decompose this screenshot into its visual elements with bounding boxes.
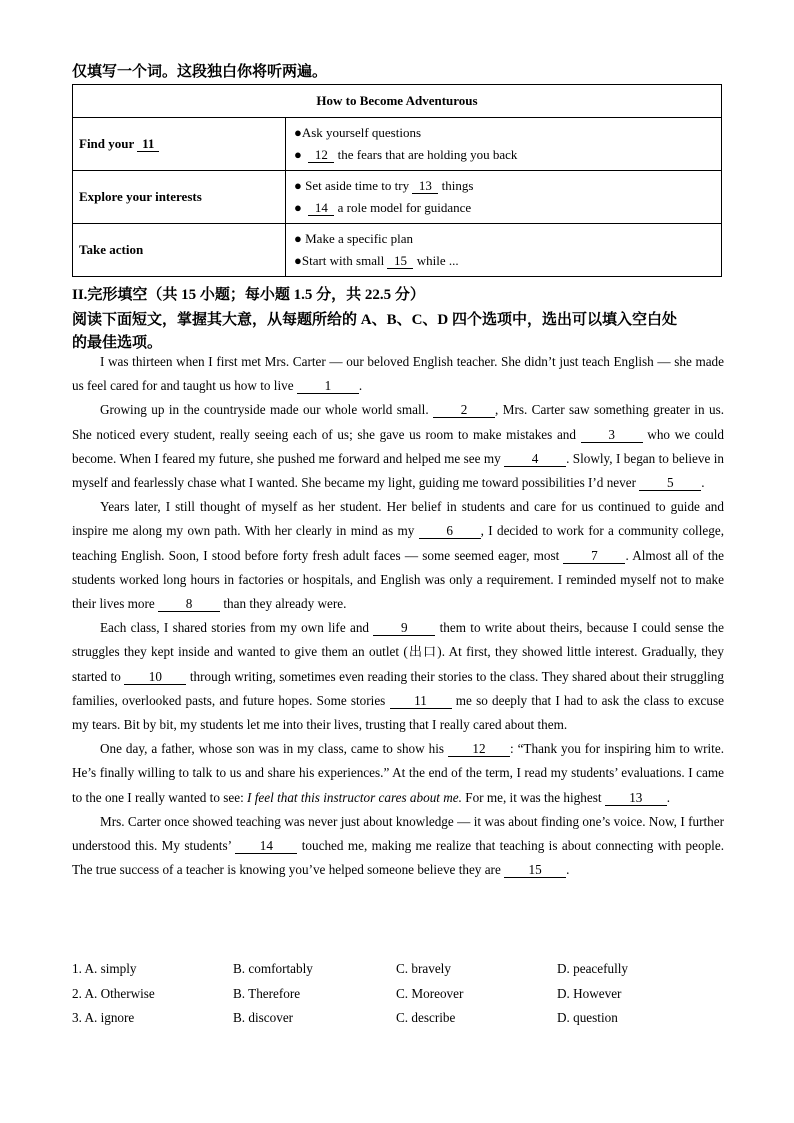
- answer-blank[interactable]: 7: [563, 548, 625, 564]
- answer-blank[interactable]: 1: [297, 378, 359, 394]
- option-c[interactable]: C. bravely: [396, 961, 451, 977]
- answer-blank[interactable]: 12: [308, 147, 334, 163]
- option-a[interactable]: 3. A. ignore: [72, 1010, 135, 1026]
- answer-blank[interactable]: 15: [387, 253, 413, 269]
- option-d[interactable]: D. question: [557, 1010, 618, 1026]
- cloze-passage: [72, 350, 724, 882]
- option-row: [72, 982, 677, 1007]
- paragraph: Growing up in the countryside made our whole world small. 2 , Mrs. Carter saw something greater in us. She noticed every student, really seeing each of us; she gave us room to make mistakes and 3 who we could become. When I feared my future, she pushed me forward and helped me see my 4 . Slowly, I began to believe in myself and fearlessly chase what I wanted. She became my light, guiding me toward possibilities I’d never 5 .: [72, 402, 724, 491]
- option-d[interactable]: D. However: [557, 985, 622, 1001]
- answer-blank[interactable]: 9: [373, 620, 435, 636]
- bullet-icon: ●: [294, 253, 302, 268]
- answer-blank[interactable]: 3: [581, 427, 643, 443]
- table-title: How to Become Adventurous: [73, 85, 722, 118]
- paragraph: Each class, I shared stories from my own life and 9 them to write about theirs, because I could sense the struggles they kept inside and wanted to give them an outlet (出口). At first, they showed little interest. Gradually, they started to 10 through writing, sometimes even reading their stories to the class. They shared about their struggling families, overlooked pasts, and future hopes. Some stories 11 me so deeply that I had to ask the class to excuse my tears. Bit by bit, my students let me into their lives, trusting that I really cared about them.: [72, 620, 724, 733]
- answer-blank[interactable]: 11: [137, 136, 159, 152]
- table-right-cell: ● Set aside time to try 13 things ● 14 a role model for guidance: [286, 171, 722, 224]
- bullet-icon: ●: [294, 231, 302, 246]
- answer-blank[interactable]: 13: [605, 790, 667, 806]
- answer-blank[interactable]: 14: [308, 200, 334, 216]
- section-instruction: 阅读下面短文，掌握其大意，从每题所给的 A、B、C、D 四个选项中，选出可以填入空白处: [72, 312, 678, 328]
- paragraph: I was thirteen when I first met Mrs. Carter — our beloved English teacher. She didn’t just teach English — she made us feel cared for and taught us how to live 1 .: [72, 354, 724, 394]
- option-c[interactable]: C. describe: [396, 1010, 456, 1026]
- option-a[interactable]: 1. A. simply: [72, 961, 137, 977]
- table-row: [73, 224, 722, 277]
- paragraph: One day, a father, whose son was in my class, came to show his 12 : “Thank you for inspiring him to write. He’s finally willing to talk to us and share his experiences.” At the end of the term, I read my students’ evaluations. I came to the one I really wanted to see: I feel that this instructor cares about me. For me, it was the highest 13 .: [72, 741, 724, 805]
- bullet-icon: ●: [294, 125, 302, 140]
- option-a[interactable]: 2. A. Otherwise: [72, 985, 155, 1001]
- section-title: II.完形填空（共 15 小题；每小题 1.5 分，共 22.5 分）: [72, 287, 425, 303]
- table-right-cell: ●Ask yourself questions ● 12 the fears that are holding you back: [286, 118, 722, 171]
- bullet-icon: ●: [294, 178, 302, 193]
- table-left-cell: Explore your interests: [73, 171, 286, 224]
- summary-table: [72, 84, 722, 277]
- answer-blank[interactable]: 10: [124, 669, 186, 685]
- bullet-icon: ●: [294, 200, 302, 215]
- paragraph: Years later, I still thought of myself as her student. Her belief in students and care for us continued to guide and inspire me along my own path. With her clearly in mind as my 6 , I decided to work for a community college, teaching English. Soon, I stood before forty fresh adult faces — some seemed eager, most 7 . Almost all of the students worked long hours in factories or hospitals, and English was only a requirement. I reminded myself not to make their lives more 8 than they already were.: [72, 499, 724, 612]
- table-left-cell: Find your 11: [73, 118, 286, 171]
- listening-instruction: 仅填写一个词。这段独白你将听两遍。: [72, 64, 328, 80]
- bullet-icon: ●: [294, 147, 302, 162]
- answer-blank[interactable]: 14: [235, 838, 297, 854]
- answer-options: [72, 957, 677, 1031]
- answer-blank[interactable]: 5: [639, 475, 701, 491]
- option-row: [72, 1006, 677, 1031]
- option-row: [72, 957, 677, 982]
- answer-blank[interactable]: 6: [419, 523, 481, 539]
- option-b[interactable]: B. discover: [233, 1010, 294, 1026]
- section-instruction-cont: 的最佳选项。: [72, 335, 163, 351]
- option-c[interactable]: C. Moreover: [396, 985, 464, 1001]
- option-b[interactable]: B. comfortably: [233, 961, 313, 977]
- table-right-cell: ● Make a specific plan ●Start with small 15 while ...: [286, 224, 722, 277]
- table-row: [73, 171, 722, 224]
- answer-blank[interactable]: 13: [412, 178, 438, 194]
- table-left-cell: Take action: [73, 224, 286, 277]
- answer-blank[interactable]: 15: [504, 862, 566, 878]
- answer-blank[interactable]: 4: [504, 451, 566, 467]
- option-d[interactable]: D. peacefully: [557, 961, 629, 977]
- paragraph: Mrs. Carter once showed teaching was never just about knowledge — it was about finding one’s voice. Now, I further understood this. My students’ 14 touched me, making me realize that teaching is about connecting with people. The true success of a teacher is knowing you’ve helped someone believe they are 15 .: [72, 813, 724, 878]
- answer-blank[interactable]: 2: [433, 402, 495, 418]
- table-row: [73, 118, 722, 171]
- answer-blank[interactable]: 8: [158, 596, 220, 612]
- answer-blank[interactable]: 11: [390, 693, 452, 709]
- answer-blank[interactable]: 12: [448, 741, 510, 757]
- option-b[interactable]: B. Therefore: [233, 985, 301, 1001]
